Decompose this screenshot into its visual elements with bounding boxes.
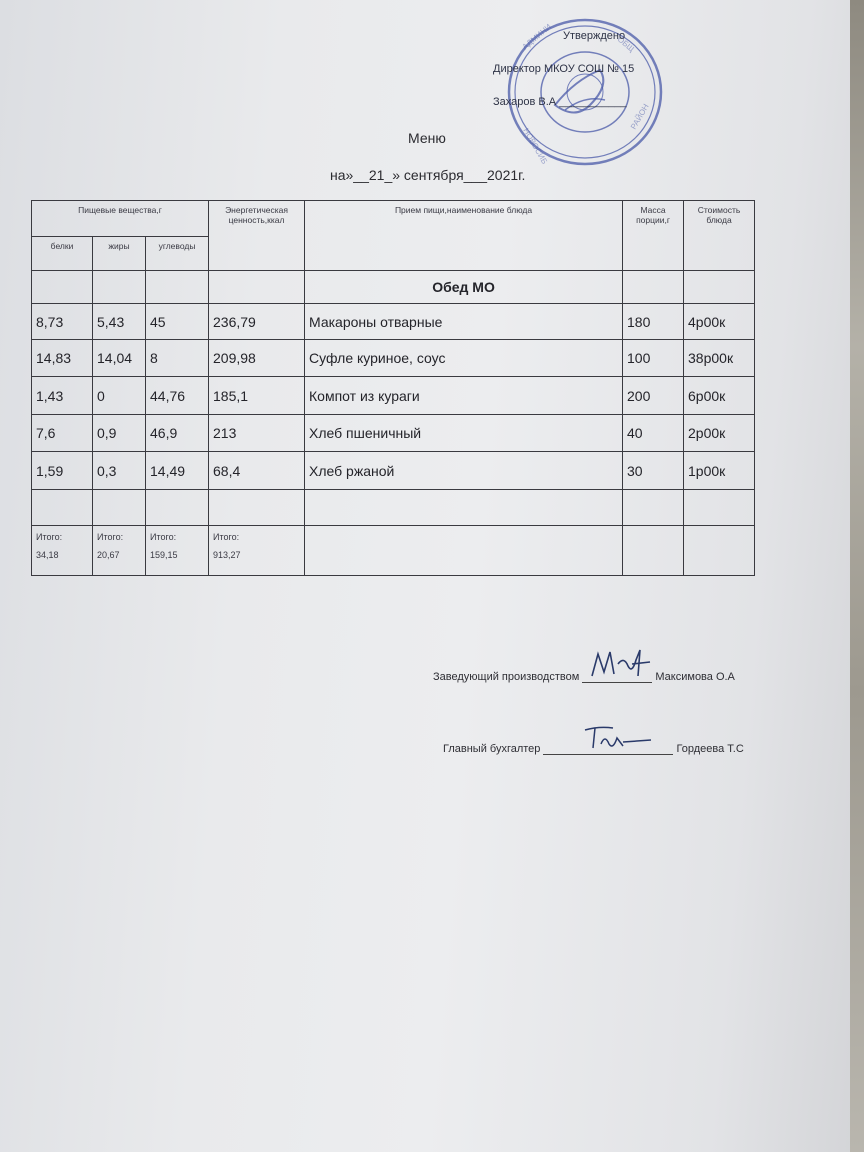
cell-energy: 236,79 <box>209 304 305 340</box>
cell-mass: 200 <box>623 377 684 415</box>
document-date: на»__21_» сентября___2021г. <box>330 167 526 183</box>
totals-row <box>32 526 755 576</box>
cell-protein: 14,83 <box>32 340 93 377</box>
empty-row <box>32 490 755 526</box>
signature-accountant <box>443 740 744 755</box>
column-header-nutrients: Пищевые вещества,г <box>32 201 209 237</box>
column-header-dish: Прием пищи,наименование блюда <box>305 201 623 271</box>
cell-fat: 0 <box>93 377 146 415</box>
cell-dish: Суфле куриное, соус <box>305 340 623 377</box>
cell-carbs: 14,49 <box>146 452 209 490</box>
cell-carbs: 45 <box>146 304 209 340</box>
production-label: Заведующий производством <box>433 671 580 683</box>
accountant-label: Главный бухгалтер <box>443 743 541 755</box>
cell-price: 38р00к <box>684 340 755 377</box>
cell-mass: 100 <box>623 340 684 377</box>
table-row <box>32 452 755 490</box>
cell-price: 4р00к <box>684 304 755 340</box>
document-title: Меню <box>408 130 446 146</box>
approval-director: Директор МКОУ СОШ № 15 <box>493 63 635 75</box>
cell-dish: Хлеб ржаной <box>305 452 623 490</box>
column-header-price: Стоимость блюда <box>684 201 755 271</box>
cell-carbs: 44,76 <box>146 377 209 415</box>
column-header-energy: Энергетическая ценность,ккал <box>209 201 305 271</box>
svg-text:ОБЩ: ОБЩ <box>615 34 637 54</box>
cell-protein: 1,59 <box>32 452 93 490</box>
cell-protein: 7,6 <box>32 415 93 452</box>
cell-dish: Хлеб пшеничный <box>305 415 623 452</box>
table-row <box>32 340 755 377</box>
table-row <box>32 415 755 452</box>
handwritten-signature-icon <box>583 724 653 754</box>
cell-energy: 68,4 <box>209 452 305 490</box>
total-protein: Итого: 34,18 <box>32 526 93 576</box>
cell-price: 2р00к <box>684 415 755 452</box>
column-header-mass: Масса порции,г <box>623 201 684 271</box>
cell-price: 6р00к <box>684 377 755 415</box>
subheader-fat: жиры <box>93 237 146 271</box>
subheader-protein: белки <box>32 237 93 271</box>
svg-text:НОВОСИБ: НОВОСИБ <box>521 126 550 166</box>
cell-energy: 213 <box>209 415 305 452</box>
accountant-name: Гордеева Т.С <box>676 743 744 755</box>
cell-fat: 0,3 <box>93 452 146 490</box>
cell-dish: Макароны отварные <box>305 304 623 340</box>
handwritten-signature-icon <box>588 646 652 682</box>
section-row <box>32 271 755 304</box>
cell-energy: 185,1 <box>209 377 305 415</box>
cell-fat: 5,43 <box>93 304 146 340</box>
total-energy: Итого: 913,27 <box>209 526 305 576</box>
cell-mass: 180 <box>623 304 684 340</box>
cell-price: 1р00к <box>684 452 755 490</box>
signature-production <box>433 668 735 683</box>
approval-title: Утверждено <box>563 30 626 42</box>
subheader-carbs: углеводы <box>146 237 209 271</box>
production-name: Максимова О.А <box>655 671 735 683</box>
signature-line <box>582 668 652 683</box>
total-fat: Итого: 20,67 <box>93 526 146 576</box>
table-row <box>32 377 755 415</box>
cell-mass: 30 <box>623 452 684 490</box>
cell-dish: Компот из кураги <box>305 377 623 415</box>
cell-energy: 209,98 <box>209 340 305 377</box>
cell-carbs: 8 <box>146 340 209 377</box>
section-title: Обед МО <box>305 271 623 304</box>
approval-name: Захаров В.А ___________ <box>493 96 627 108</box>
menu-table <box>31 200 755 576</box>
cell-protein: 8,73 <box>32 304 93 340</box>
table-row <box>32 304 755 340</box>
signature-line <box>543 740 673 755</box>
cell-fat: 0,9 <box>93 415 146 452</box>
cell-carbs: 46,9 <box>146 415 209 452</box>
cell-mass: 40 <box>623 415 684 452</box>
cell-fat: 14,04 <box>93 340 146 377</box>
total-carbs: Итого: 159,15 <box>146 526 209 576</box>
svg-text:РАЙОН: РАЙОН <box>628 102 651 131</box>
cell-protein: 1,43 <box>32 377 93 415</box>
background-edge <box>850 0 864 1152</box>
svg-text:АДМИНИ: АДМИНИ <box>520 22 554 52</box>
